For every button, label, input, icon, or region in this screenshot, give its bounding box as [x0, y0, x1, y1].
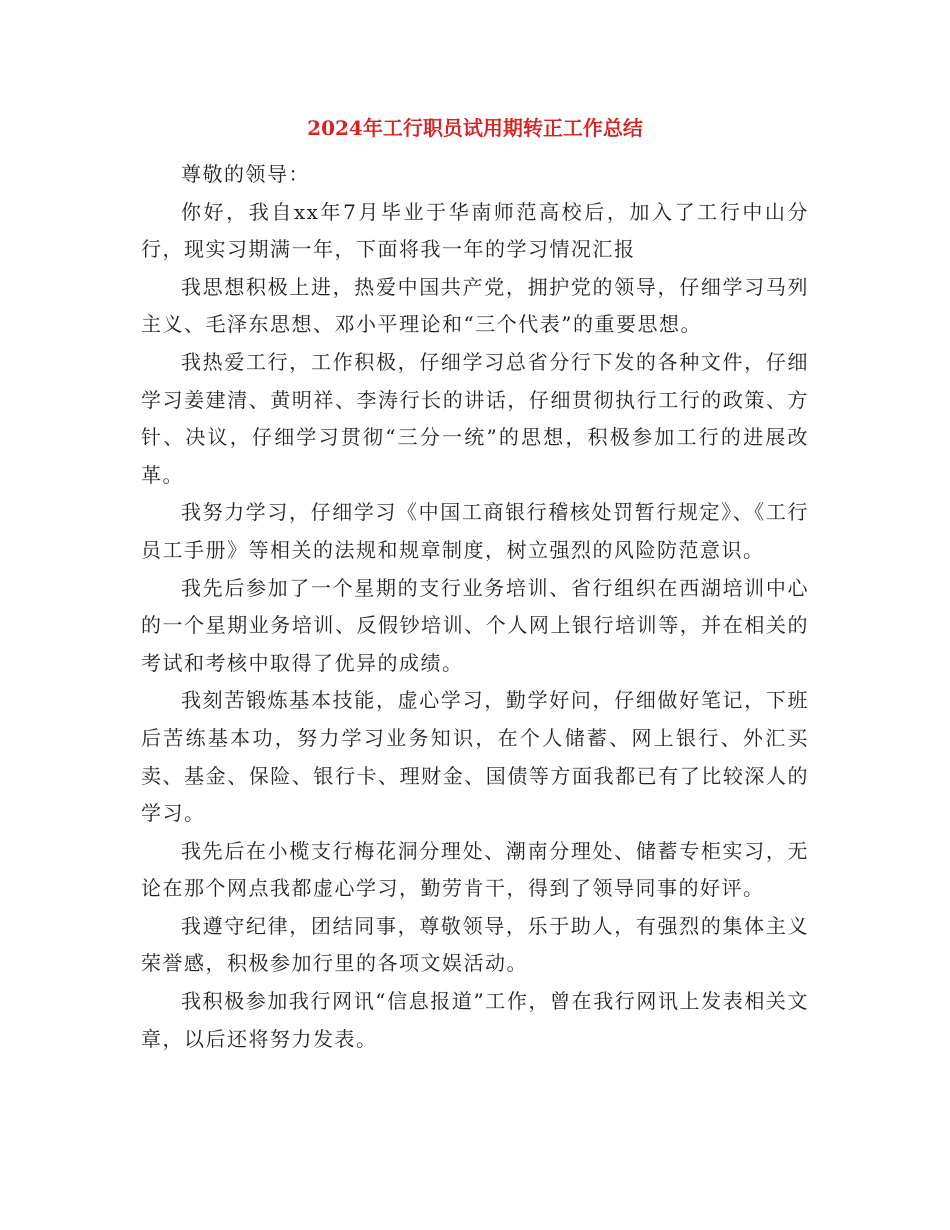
document-body — [141, 156, 809, 1058]
paragraph-work-attitude: 我热爱工行，工作积极，仔细学习总省分行下发的各种文件，仔细学习姜建清、黄明祥、李涛行长的讲话，仔细贯彻执行工行的政策、方针、决议，仔细学习贯彻“三分一统”的思想，积极参加工行的进展改革。 — [141, 349, 809, 487]
salutation: 尊敬的领导： — [181, 162, 310, 186]
paragraph-training: 我先后参加了一个星期的支行业务培训、省行组织在西湖培训中心的一个星期业务培训、反假钞培训、个人网上银行培训等，并在相关的考试和考核中取得了优异的成绩。 — [141, 575, 809, 675]
paragraph-internship: 我先后在小榄支行梅花洞分理处、潮南分理处、储蓄专柜实习，无论在那个网点我都虚心学习，勤劳肯干，得到了领导同事的好评。 — [141, 838, 809, 901]
paragraph-ideology: 我思想积极上进，热爱中国共产党，拥护党的领导，仔细学习马列主义、毛泽东思想、邓小平理论和“三个代表”的重要思想。 — [141, 274, 809, 337]
document-title: 2024年工行职员试用期转正工作总结 — [307, 116, 643, 140]
paragraph-skills: 我刻苦锻炼基本技能，虚心学习，勤学好问，仔细做好笔记，下班后苦练基本功，努力学习业务知识，在个人储蓄、网上银行、外汇买卖、基金、保险、银行卡、理财金、国债等方面我都已有了比较深人的学习。 — [141, 688, 809, 826]
paragraph-intro: 你好，我自xx年7月毕业于华南师范高校后，加入了工行中山分行，现实习期满一年，下面将我一年的学习情况汇报 — [141, 199, 809, 262]
paragraph-discipline: 我遵守纪律，团结同事，尊敬领导，乐于助人，有强烈的集体主义荣誉感，积极参加行里的各项文娱活动。 — [141, 913, 809, 976]
paragraph-reporting: 我积极参加我行网讯“信息报道”工作，曾在我行网讯上发表相关文章，以后还将努力发表。 — [141, 989, 809, 1051]
paragraph-regulations: 我努力学习，仔细学习《中国工商银行稽核处罚暂行规定》、《工行员工手册》等相关的法规和规章制度，树立强烈的风险防范意识。 — [141, 500, 809, 562]
